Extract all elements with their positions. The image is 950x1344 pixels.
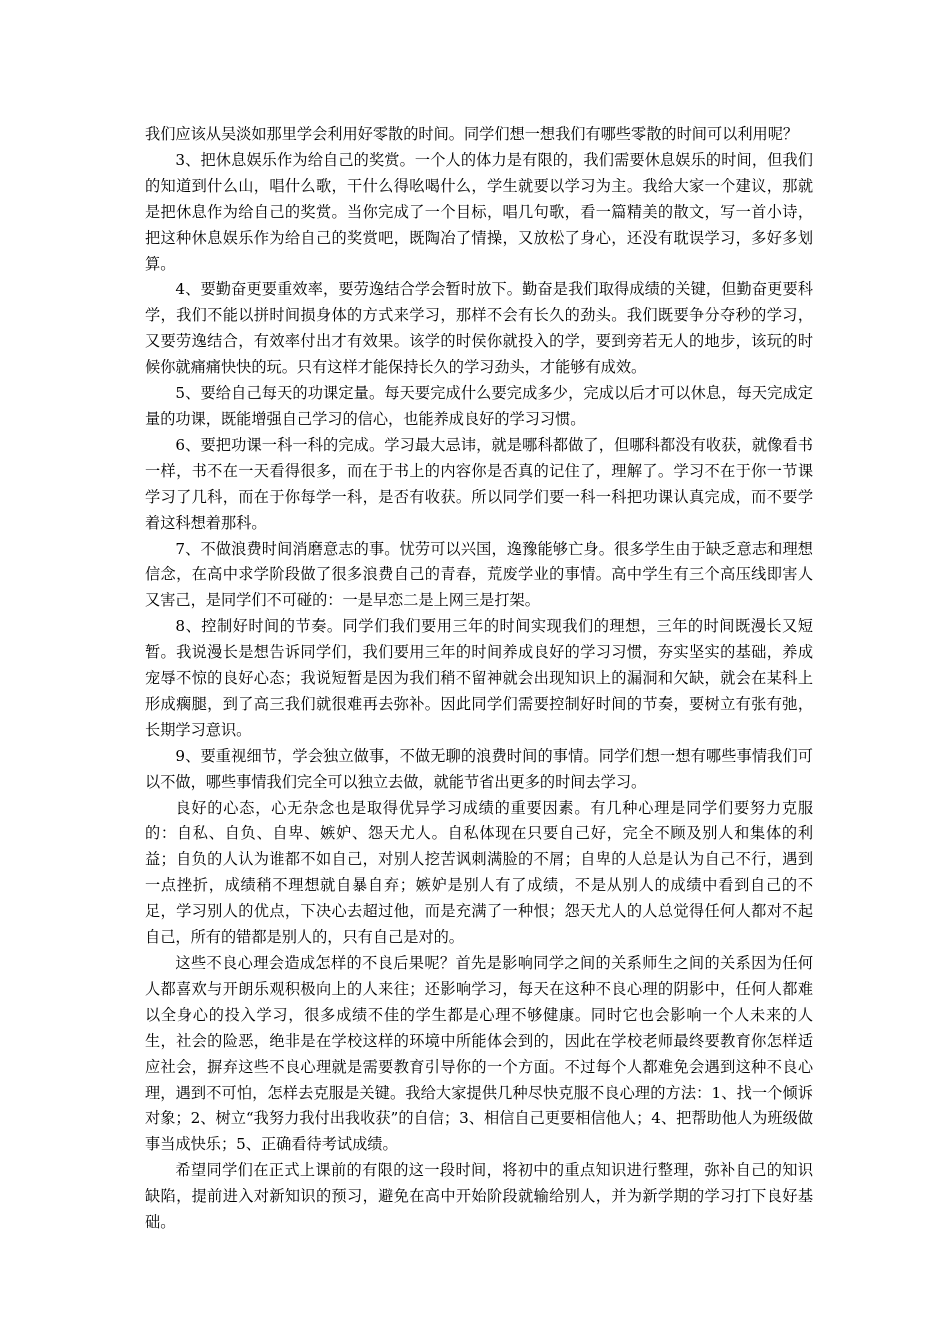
paragraph-intro-continuation: 我们应该从吴淡如那里学会利用好零散的时间。同学们想一想我们有哪些零散的时间可以利用呢？ [145, 125, 799, 143]
paragraph-tip-4-efficiency: 4、要勤奋更要重效率，要劳逸结合学会暂时放下。勤奋是我们取得成绩的关键，但勤奋更要科学，我们不能以拼时间损身体的方式来学习，那样不会有长久的劲头。我们既要争分夺秒的学习，又要劳逸结合，有效率付出才有效果。该学的时侯你就投入的学，要到旁若无人的地步，该玩的时候你就痛痛快快的玩。只有这样才能保持长久的学习劲头，才能够有成效。 [145, 280, 813, 377]
paragraph-good-mindset: 良好的心态，心无杂念也是取得优异学习成绩的重要因素。有几种心理是同学们要努力克服的：自私、自负、自卑、嫉妒、怨天尤人。自私体现在只要自己好，完全不顾及别人和集体的利益；自负的人认为谁都不如自己，对别人挖苦讽刺满脸的不屑；自卑的人总是认为自己不行，遇到一点挫折，成绩稍不理想就自暴自弃；嫉妒是别人有了成绩，不是从别人的成绩中看到自己的不足，学习别人的优点，下决心去超过他，而是充满了一种恨；怨天尤人的人总觉得任何人都对不起自己，所有的错都是别人的，只有自己是对的。 [145, 798, 813, 947]
paragraph-tip-5-daily-quota: 5、要给自己每天的功课定量。每天要完成什么要完成多少，完成以后才可以休息，每天完成定量的功课，既能增强自己学习的信心，也能养成良好的学习习惯。 [145, 384, 813, 428]
paragraph-closing-hope: 希望同学们在正式上课前的有限的这一段时间，将初中的重点知识进行整理，弥补自己的知识缺陷，提前进入对新知识的预习，避免在高中开始阶段就输给别人，并为新学期的学习打下良好基础。 [145, 1161, 813, 1232]
paragraph-tip-9-details: 9、要重视细节，学会独立做事，不做无聊的浪费时间的事情。同学们想一想有哪些事情我们可以不做，哪些事情我们完全可以独立去做，就能节省出更多的时间去学习。 [145, 746, 813, 791]
paragraph-tip-7-no-waste: 7、不做浪费时间消磨意志的事。忧劳可以兴国，逸豫能够亡身。很多学生由于缺乏意志和理想信念，在高中求学阶段做了很多浪费自己的青春，荒废学业的事情。高中学生有三个高压线即害人又害己，是同学们不可碰的：一是早恋二是上网三是打架。 [145, 539, 813, 610]
paragraph-tip-6-one-subject: 6、要把功课一科一科的完成。学习最大忌讳，就是哪科都做了，但哪科都没有收获，就像看书一样，书不在一天看得很多，而在于书上的内容你是否真的记住了，理解了。学习不在于你一节课学习了几科，而在于你每学一科，是否有收获。所以同学们要一科一科把功课认真完成，而不要学着这科想着那科。 [145, 435, 813, 532]
paragraph-tip-8-time-rhythm: 8、控制好时间的节奏。同学们我们要用三年的时间实现我们的理想，三年的时间既漫长又短暂。我说漫长是想告诉同学们，我们要用三年的时间养成良好的学习习惯，夯实坚实的基础，养成宠辱不惊的良好心态；我说短暂是因为我们稍不留神就会出现知识上的漏洞和欠缺，就会在某科上形成瘸腿，到了高三我们就很难再去弥补。因此同学们需要控制好时间的节奏，要树立有张有弛，长期学习意识。 [145, 617, 813, 739]
document-page [145, 122, 813, 1236]
paragraph-tip-3-rest-as-reward: 3、把休息娱乐作为给自己的奖赏。一个人的体力是有限的，我们需要休息娱乐的时间，但我们的知道到什么山，唱什么歌，干什么得吆喝什么，学生就要以学习为主。我给大家一个建议，那就是把休息作为给自己的奖赏。当你完成了一个目标，唱几句歌，看一篇精美的散文，写一首小诗，把这种休息娱乐作为给自己的奖赏吧，既陶冶了情操，又放松了身心，还没有耽误学习，多好多划算。 [145, 150, 813, 273]
paragraph-bad-mindset-consequences: 这些不良心理会造成怎样的不良后果呢？首先是影响同学之间的关系师生之间的关系因为任何人都喜欢与开朗乐观积极向上的人来往；还影响学习，每天在这种不良心理的阴影中，任何人都难以全身心的投入学习，很多成绩不佳的学生都是心理不够健康。同时它也会影响一个人未来的人生，社会的险恶，绝非是在学校这样的环境中所能体会到的，因此在学校老师最终要教育你怎样适应社会，摒弃这些不良心理就是需要教育引导你的一个方面。不过每个人都难免会遇到这种不良心理，遇到不可怕，怎样去克服是关键。我给大家提供几种尽快克服不良心理的方法：1、找一个倾诉对象；2、树立“我努力我付出我收获”的自信；3、相信自己更要相信他人；4、把帮助他人为班级做事当成快乐；5、正确看待考试成绩。 [145, 954, 813, 1154]
